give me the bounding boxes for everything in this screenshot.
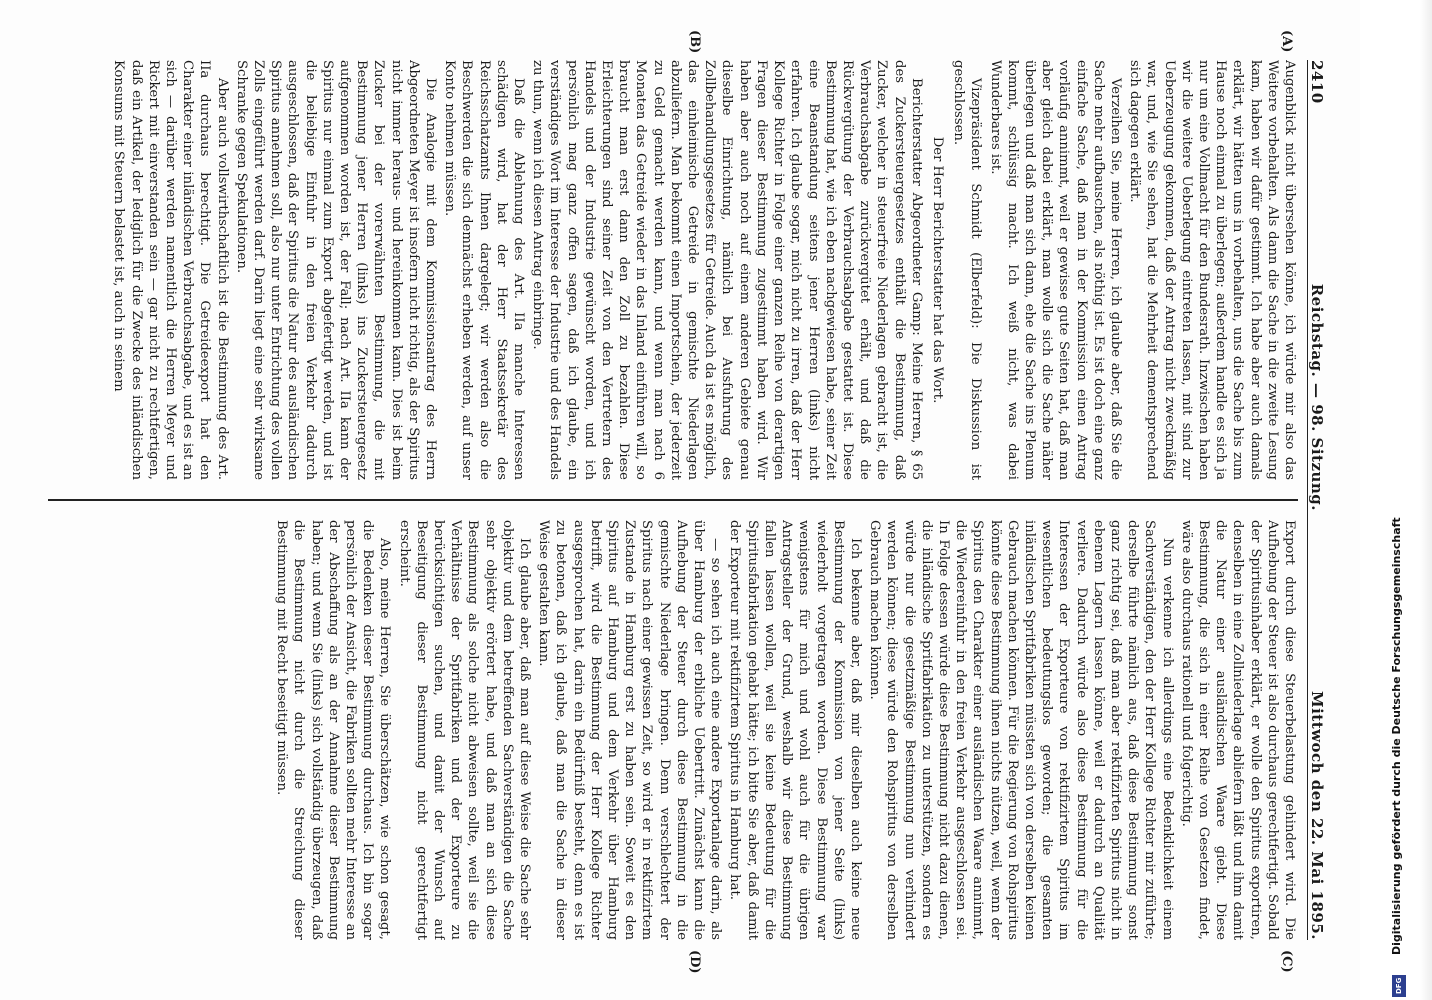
- paragraph: — so sehen ich auch eine andere Exportanlage darin, als über Hamburg der erbliche Uebertritt. Zunächst kann die Aufhebung der Steuer durch diese Bestimmung in die gemischte Niederlage bringen. Denn verschlechtert der Spiritus nach einer gewissen Zeit, so wird er in rektifizirtem Zustande in Hamburg erst zu haben sein. Soweit es den Spiritus auf Hamburg und dem Verkehr über Hamburg betrifft, wird die Bestimmung der Herr Kollege Richter ausgesprochen hat, darin ein Bedürfniß besteht, denn es ist zu betonen, daß ich glaube, daß man die Sache in dieser Weise gestalten kann.: [536, 520, 724, 940]
- margin-marker-b: (B): [687, 30, 702, 54]
- column-divider: [48, 499, 1298, 501]
- digitization-credit: Digitalisierung gefördert durch die Deutsche Forschungsgemeinschaft: [1390, 517, 1403, 955]
- paragraph: Also, meine Herren, Sie überschätzen, wie schon gesagt, die Bedenken dieser Bestimmung durchaus. Ich bin sogar persönlich der Ansicht, die Fabriken sollten mehr Interesse an der Abschaffung als an der Annahme dieser Bestimmung haben; und wenn Sie (links) sich vollständig überzeugen, daß die Bestimmung nicht durch die Streichung dieser Bestimmung mit Recht beseitigt müssen.: [274, 520, 393, 940]
- vice-president-statement: Vizepräsident Schmidt (Elberfeld): Die Diskussion ist geschlossen.: [951, 60, 984, 480]
- paragraph: Export durch diese Steuerbelastung gehindert wird. Die Aufhebung der Steuer ist also durchaus gerechtfertigt. Sobald der Spiritusinhaber erklärt, er wolle den Spiritus exportiren, denselben in eine Zollniederlage abliefern läßt und ihm damit die Natur einer ausländischen Waare giebt. Diese Bestimmung, die sich in einer Reihe von Gesetzen findet, wäre also durchaus rationell und folgerichtig.: [1178, 520, 1297, 940]
- session-title: Reichstag. — 98. Sitzung.: [1308, 283, 1326, 512]
- paragraph: Aber auch vollswirthschaftlich ist die Bestimmung des Art. IIa durchaus berechtigt. Die Getreideexport hat den Charakter einer inländischen Verbrauchsabgabe, und es ist an sich — darüber werden namentlich die Herren Meyer und Rickert mit einverstanden sein — gar nicht zu rechtfertigen, daß ein Artikel, der lediglich für die Zwecke des inländischen Konsums mit Steuern belastet ist, auch in seinem: [111, 60, 230, 480]
- right-column: [48, 520, 1298, 940]
- paragraph: Berichterstatter Abgeordneter Gamp: Meine Herren, § 65 des Zuckersteuergesetzes enthält die Bestimmung, daß Zucker, welcher in steuerfreie Niederlagen gebracht ist, die Verbrauchsabgabe zurückvergütet erhält, und daß die Rückvergütung der Verbrauchsabgabe gestattet ist. Diese Bestimmung hat, wie ich eben nachgewiesen habe, seiner Zeit eine Beanstandung seitens jener Herren (links) nicht erfahren. Ich glaube sogar, mich nicht zu irren, daß der Herr Kollege Richter in Folge einer ganzen Reihe von derartigen Fragen dieser Bestimmung zugestimmt haben wird. Wir haben aber auch noch auf einem anderen Gebiete genau dieselbe Einrichtung, nämlich bei Ausfuhrung des Zollbehandlungsgesetzes für Getreide. Auch da ist es möglich, das einheimische Getreide in gemischte Niederlagen abzuliefern. Man bekommt einen Importschein, der jederzeit zu Geld gemacht werden kann, und wenn man nach 6 Monaten das Getreide wieder in das Inland einführen will, so braucht man erst dann den Zoll zu bezahlen. Diese Erleichterungen sind seiner Zeit von den Vertretern des Handels und der Industrie gewünscht worden, und ich persönlich mag ganz offen sagen, daß ich glaube, ein verständiges Wort im Interesse der Industrie und des Handels zu thun, wenn ich diesen Antrag einbringe.: [530, 60, 924, 480]
- paragraph: Daß die Ablehnung des Art. IIa manche Interessen schädigen wird, hat der Herr Staatssekretär des Reichsschatzamts Ihnen dargelegt; wir werden also die Beschwerden die sich demnächst erheben werden, auf unser Konto nehmen müssen.: [442, 60, 527, 480]
- scan-edge: [1420, 0, 1432, 1000]
- paragraph: Nun verkenne ich allerdings eine Bedenklichkeit einem Sachverständigen, den der Herr Kollege Richter mir zuführte; derselbe führte nämlich aus, daß diese Bestimmung sonst ganz richtig sei, daß man aber rektifizirten Spiritus nicht in ebenem Lagern lassen könne, weil er dadurch an Qualität verliere. Dadurch würde also diese Bestimmung für die Interessen der Exporteure von rektifizirtem Spiritus im wesentlichen bedeutungslos geworden; die gesamten inländischen Spritfabriken müssten sich von derselben keinen Gebrauch machen können. Für die Regierung von Rohspiritus könnte diese Bestimmung ihnen nichts nützen, weil, wenn der Spiritus den Charakter einer ausländischen Waare annimmt, die Wiedereinfuhr in den freien Verkehr ausgeschlossen sei. In Folge dessen würde diese Bestimmung nicht dazu dienen, die inländische Spritfabrikation zu unterstützen, sondern es würde nur die gesetzmäßige Bestimmung nun verhindert werden können; diese würde den Rohspiritus von derselben Gebrauch machen können.: [867, 520, 1175, 940]
- session-date: Mittwoch den 22. Mai 1895.: [1308, 690, 1326, 940]
- paragraph: Ich glaube aber, daß man auf diese Weise die Sache sehr objektiv und dem betreffenden Sachverständigen die Sache sehr objektiv erörtert habe, und daß man an sich diese Bestimmung als solche nicht abweisen sollte, weil sie die Verhältnisse der Spritfabriken und der Exporteure zu berücksichtigen suchen, und damit der Wunsch auf Beseitigung dieser Bestimmung nicht gerechtfertigt erscheint.: [396, 520, 533, 940]
- page-header: [1307, 60, 1342, 940]
- paragraph: Die Analogie mit dem Kommissionsantrag des Herrn Abgeordneten Meyer ist insofern nicht richtig, als der Spiritus nicht immer heraus- und hereinkommen kann. Dies ist beim Zucker bei der vorerwähnten Bestimmung, die mit Bestimmung jener Herren (links) ins Zuckersteuergesetz aufgenommen worden ist, der Fall; nach Art. IIa kann der Spiritus nur einmal zum Export abgefertigt werden, und ist die beliebige Einfuhr in den freien Verkehr dadurch ausgeschlossen, daß der Spiritus die Natur des ausländischen Spiritus annehmen soll, also nur unter Entrichtung des vollen Zolls eingeführt werden darf. Darin liegt eine sehr wirksame Schranke gegen Spekulationen.: [233, 60, 439, 480]
- left-column: [48, 60, 1298, 480]
- paragraph: Verzeihen Sie, meine Herren, ich glaube aber, daß Sie die Sache mehr aufbauschen, als nöthig ist. Es ist doch eine ganz einfache Sache, daß man in der Kommission einen Antrag vorläufig annimmt, weil er gewisse gute Seiten hat, daß man aber gleich dabei erklärt, man wolle sich die Sache näher überlegen und daß man sich dann, ehe die Sache ins Plenum kommt, schlüssig macht. Ich weiß nicht, was dabei Wunderbares ist.: [987, 60, 1123, 480]
- margin-marker-a: (A): [1279, 30, 1294, 53]
- paragraph: Augenblick nicht übersehen könne, ich würde mir also das Weitere vorbehalten. Als dann die Sache in die zweite Lesung kam, haben wir dafür gestimmt. Ich habe aber auch damals erklärt, wir hätten uns in vorbehalten, uns die Sache bis zum Hause noch einmal zu überlegen; außerdem handle es sich ja nur um eine Vollmacht für den Bundesrath. Inzwischen haben wir die weitere Ueberlegung eintreten lassen, mit sind zur Ueberzeugung gekommen, daß der Antrag nicht zweckmäßig war, und, wie Sie sehen, hat die Mehrheit dementsprechend sich dagegen erklärt.: [1127, 60, 1297, 480]
- dfg-logo: DFG: [1392, 975, 1406, 997]
- margin-marker-d: (D): [687, 950, 702, 974]
- paragraph: Ich bekenne aber, daß mir dieselben auch keine neue Bestimmung der Kommission von jener Seite (links) wiederholt vorgetragen worden. Diese Bestimmung war wenigstens für mich und wohl auch für die übrigen Antragsteller der Grund, weshalb wir diese Bestimmung fallen lassen wollen, weil sie keine Bedeutung für die Spiritusfabrikation gehabt hätte; ich bitte Sie aber, daß damit der Exporteur mit rektifizirtem Spiritus in Hamburg hat.: [727, 520, 863, 940]
- margin-marker-c: (C): [1279, 950, 1294, 973]
- page-number: 2410: [1308, 60, 1326, 104]
- reporter-announcement: Der Herr Berichterstatter hat das Wort.: [929, 136, 945, 404]
